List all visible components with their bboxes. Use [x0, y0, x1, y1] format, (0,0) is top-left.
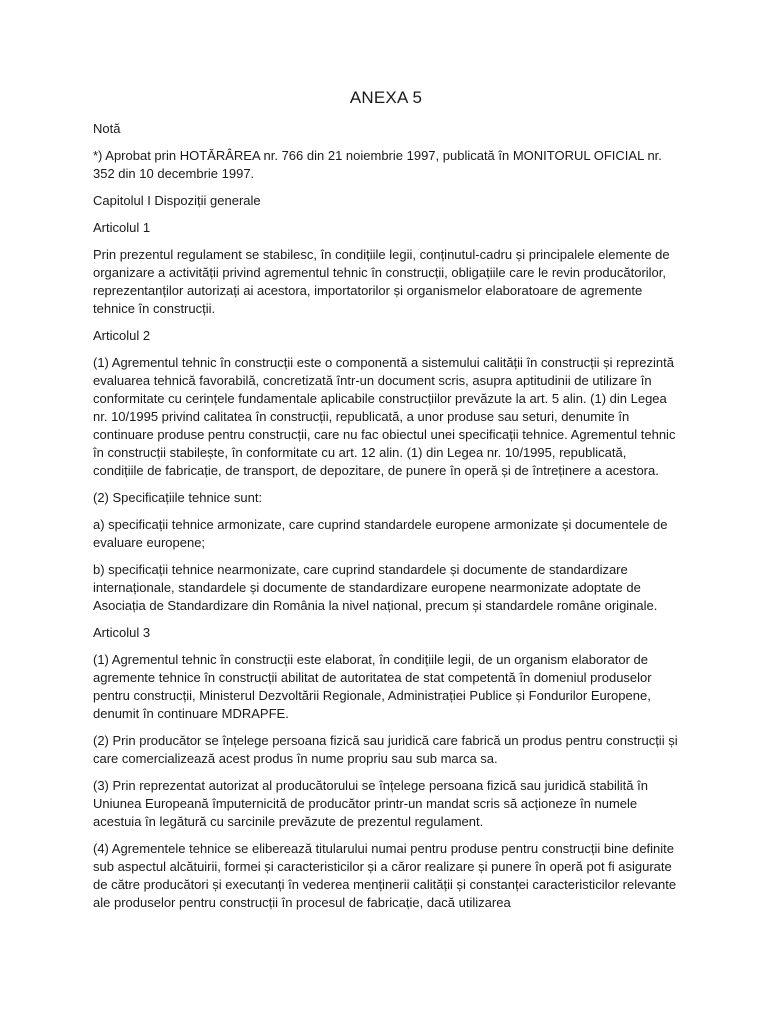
article-3-para-3: (3) Prin reprezentat autorizat al producătorului se înțelege persoana fizică sau juridică stabilită în Uniunea Europeană împuternicită de producător printr-un mandat scris să acționeze în numele acestuia în legătură cu sarcinile prevăzute de prezentul regulament. — [93, 778, 648, 829]
article-3-para-2: (2) Prin producător se înțelege persoana fizică sau juridică care fabrică un produs pentru construcții și care comercializează acest produs în nume propriu sau sub marca sa. — [93, 733, 678, 766]
article-2-heading: Articolul 2 — [93, 328, 151, 343]
article-2-para-2: (2) Specificațiile tehnice sunt: — [93, 490, 263, 505]
article-2-item-b: b) specificații tehnice nearmonizate, care cuprind standardele și documente de standardizare internaționale, standardele și documente de standardizare europene nearmonizate adoptate de Asociația de Standardizare din România la nivel național, precum și standardele române originale. — [93, 562, 658, 613]
article-3-para-4: (4) Agrementele tehnice se eliberează titularului numai pentru produse pentru construcții bine definite sub aspectul alcătuirii, formei și caracteristicilor și a căror realizare și punere în operă pot fi asigurate de către producători și executanți în vederea menținerii calității și constanței caracteristicilor relevante ale produselor pentru construcții în procesul de fabricație, dacă utilizarea — [93, 841, 677, 910]
note-label: Notă — [93, 121, 121, 136]
article-3-para-1: (1) Agrementul tehnic în construcții este elaborat, în condițiile legii, de un organism elaborator de agremente tehnice în construcții abilitat de autoritatea de stat competentă în domeniul produselor pentru construcții, Ministerul Dezvoltării Regionale, Administrației Publice și Fondurilor Europene, denumit în continuare MDRAPFE. — [93, 652, 652, 721]
article-2-para-1: (1) Agrementul tehnic în construcții este o componentă a sistemului calității în construcții și reprezintă evaluarea tehnică favorabilă, concretizată într-un document scris, asupra aptitudinii de utilizare în conformitate cu cerințele fundamentale aplicabile construcțiilor prevăzute la art. 5 alin. (1) din Legea nr. 10/1995 privind calitatea în construcții, republicată, a unor produse sau seturi, denumite în continuare produse pentru construcții, care nu fac obiectul unei specificații tehnice. Agrementul tehnic în construcții stabilește, în conformitate cu art. 12 alin. (1) din Legea nr. 10/1995, republicată, condițiile de fabricație, de transport, de depozitare, de punere în operă și de întreținere a acestora. — [93, 355, 676, 478]
approval-note: *) Aprobat prin HOTĂRÂREA nr. 766 din 21 noiembrie 1997, publicată în MONITORUL OFICIAL nr. 352 din 10 decembrie 1997. — [93, 148, 662, 181]
chapter-heading: Capitolul I Dispoziții generale — [93, 193, 261, 208]
document-page — [93, 86, 679, 921]
article-1-heading: Articolul 1 — [93, 220, 151, 235]
article-1-text: Prin prezentul regulament se stabilesc, în condițiile legii, conținutul-cadru și principalele elemente de organizare a activității privind agrementul tehnic în construcții, obligațiile care le revin producătorilor, reprezentanților autorizați ai acestora, importatorilor și organismelor elaboratoare de agremente tehnice în construcții. — [93, 247, 670, 316]
article-2-item-a: a) specificații tehnice armonizate, care cuprind standardele europene armonizate și documentele de evaluare europene; — [93, 517, 668, 550]
article-3-heading: Articolul 3 — [93, 625, 151, 640]
document-title: ANEXA 5 — [349, 88, 423, 107]
